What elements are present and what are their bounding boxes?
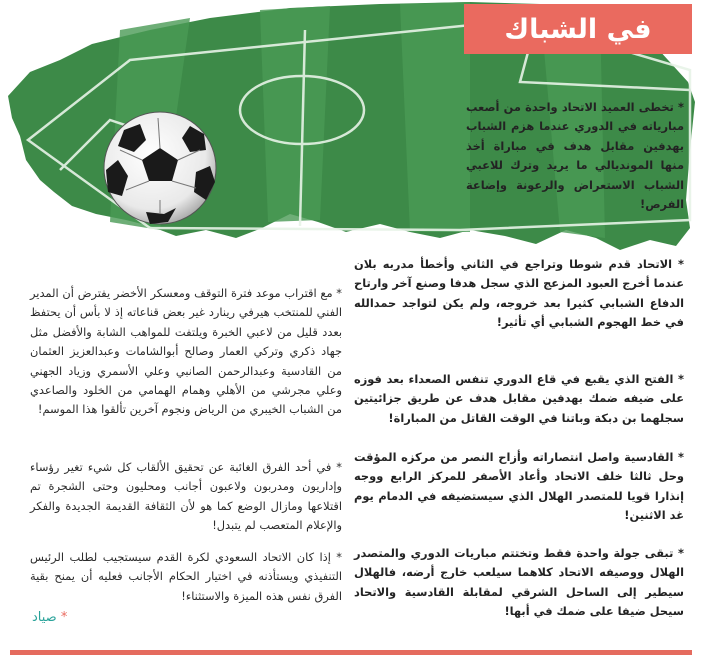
right-paragraph-1: * تخطى العميد الاتحاد واحدة من أصعب مبارياته في الدوري عندما هزم الشباب بهدفين مقابل هدف في مباراة أخذ منها المونديالي ما يريد وترك للاعبي الشباب الاستعراض والرعونة وإضاعة الفرص! xyxy=(466,100,684,212)
left-paragraph-1: * مع اقتراب موعد فترة التوقف ومعسكر الأخضر يفترض أن المدير الفني للمنتخب هيرفي رينارد غير بعض قناعاته إذ لا بأس أن يحتفظ بعدد قليل من لاعبي الخبرة ويلتفت للمواهب الشابة والأفضل مثل جهاد ذكري وتركي العمار وصالح أبوالشامات وعبدالعزيز العثمان من القادسية وعبدالرحمن الصانبي وعلي الأسمري وزياد الجهني وعلي مجرشي من الأهلي وهمام الهمامي من الخلود والصاعدي من الشباب الخيبري من الرياض ونجوم آخرين تألقوا هذا الموسم! xyxy=(30,286,342,417)
section-title: في الشباك xyxy=(504,13,652,45)
left-paragraph-2: * في أحد الفرق الغائبة عن تحقيق الألقاب كل شيء تغير رؤساء وإداريون ومدربون ولاعبون أجانب ومحليون وحتى الشجرة تم اقتلاعها ومازال الوضع كما هو لأن الثقافة القديمة الجديدة والفكر والإعلام المتعصب لم يتبدل! xyxy=(30,460,342,533)
soccer-ball-icon xyxy=(104,112,216,224)
bottom-accent-bar xyxy=(10,650,692,655)
author-signature xyxy=(32,610,67,625)
right-paragraph-3: * الفتح الذي يقبع في قاع الدوري تنفس الصعداء بعد فوزه على ضيفه ضمك بهدفين مقابل هدف عن طريق جزائيتين سجلهما بن دبكة وباتنا في الوقت القاتل من المباراة! xyxy=(354,372,684,425)
author-name: صياد xyxy=(32,610,57,625)
signature-star: * xyxy=(60,610,68,625)
left-paragraph-3: * إذا كان الاتحاد السعودي لكرة القدم سيستجيب لطلب الرئيس التنفيذي ويستأذنه في اختيار الحكام الأجانب فعليه أن يمنح بقية الفرق نفس هذه الميزة والاستثناء! xyxy=(30,550,342,603)
right-paragraph-4: * القادسية واصل انتصاراته وأزاح النصر من مركزه المؤقت وحل ثالثا خلف الاتحاد وأعاد الأصفر للمركز الرابع ووجه إنذارا قويا للمتصدر الهلال الذي سيستضيفه في الدمام يوم غد الاثنين! xyxy=(354,450,684,523)
right-paragraph-5: * تبقى جولة واحدة فقط وتختتم مباريات الدوري والمتصدر الهلال ووصيفه الاتحاد كلاهما سيلعب خارج أرضه، فالهلال سيطير إلى الساحل الشرقي لمقابلة القادسية والاتحاد سيحل ضيفا على ضمك في أبها! xyxy=(354,546,684,619)
section-title-box xyxy=(464,4,692,54)
right-paragraph-2: * الاتحاد قدم شوطا وتراجع في الثاني وأخطأ مدربه بلان عندما أخرج العبود المزعج الذي سجل هدفا وصنع آخر وارتاح الدفاع الشبابي كثيرا بعد خروجه، ولم يكن لتواجد حمدالله في خط الهجوم الشبابي أي تأثير! xyxy=(354,257,684,330)
